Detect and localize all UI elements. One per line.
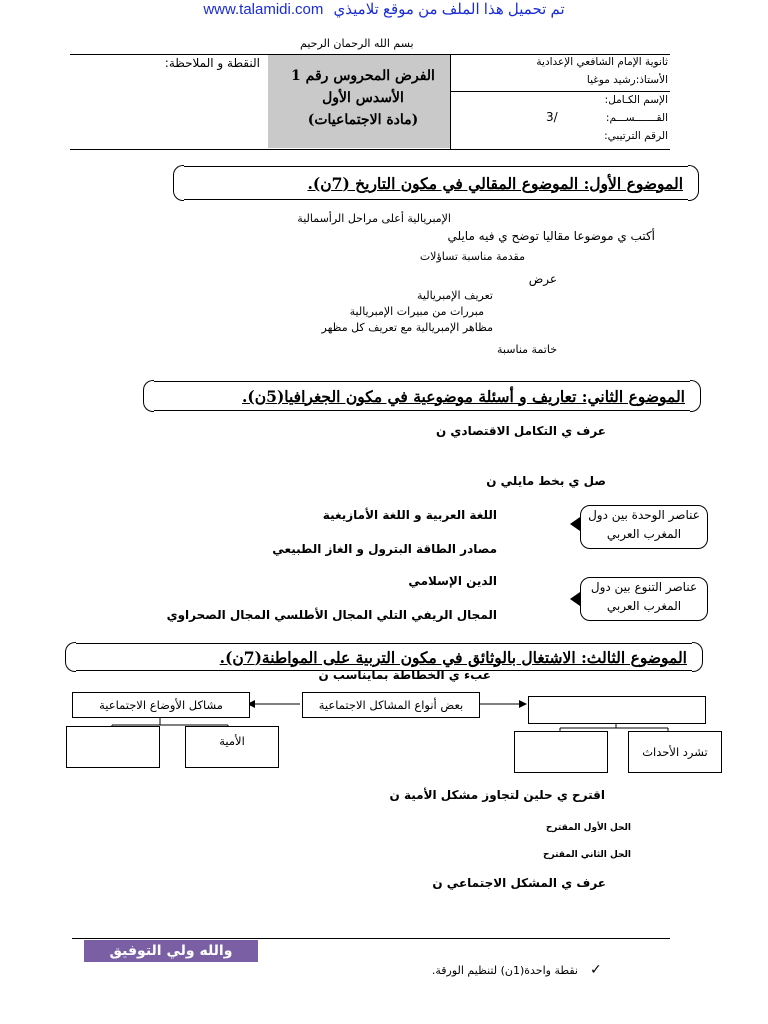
student-name-label: الإسم الكـامل:: [604, 94, 668, 106]
diagram-left-child-left[interactable]: [66, 726, 160, 768]
section2-title: الموضوع الثاني: تعاريف و أسئلة موضوعية في مكون الجغرافيا(5ن).: [242, 386, 685, 406]
callout-diversity: عناصر التنوع بين دول المغرب العربي: [580, 577, 708, 621]
download-banner: [0, 0, 768, 18]
class-label: القـــــــســـم:: [605, 112, 668, 124]
organization-note: نقطة واحدة(1ن) لتنظيم الورقة.: [431, 964, 578, 977]
diagram-center: بعض أنواع المشاكل الاجتماعية: [302, 692, 480, 718]
diagram-left-parent: مشاكل الأوضاع الاجتماعية: [72, 692, 250, 718]
diagram-right-child-right: تشرد الأحداث: [628, 731, 722, 773]
exam-title-line3: (مادة الاجتماعيات): [307, 112, 419, 128]
section2-q2: صل ي بخط مايلي ن: [486, 474, 606, 488]
section3-q-define: عرف ي المشكل الاجتماعي ن: [432, 876, 606, 890]
header-bottom-rule: [70, 149, 670, 150]
basmala: بسم الله الرحمان الرحيم: [300, 37, 414, 50]
section3-cap-left: [65, 642, 76, 672]
solution1-label: الحل الأول المقترح: [545, 823, 631, 833]
section1-intro: مقدمة مناسبة تساؤلات: [419, 250, 525, 263]
section1-cap-left: [173, 165, 184, 201]
site-url-link[interactable]: www.talamidi.com: [203, 1, 324, 18]
match-item: اللغة العربية و اللغة الأمازيغية: [322, 508, 497, 522]
footer-rule: [72, 938, 670, 939]
section2-cap-left: [143, 380, 154, 412]
section1-instruction: أكتب ي موضوعا مقاليا توضح ي فيه مايلي: [447, 229, 655, 243]
match-item: الدين الإسلامي: [408, 574, 497, 588]
section1-conclusion: خاتمة مناسبة: [497, 343, 557, 356]
header-divider-right: [450, 54, 451, 149]
match-item: المجال الريفي التلي المجال الأطلسي المجال الصحراوي: [166, 608, 497, 622]
section3-title: الموضوع الثالث: الاشتغال بالوثائق في مكون التربية على المواطنة(7ن).: [219, 647, 687, 667]
diagram-left-child-right: الأمية: [185, 726, 279, 768]
solution2-label: الحل الثاني المقترح: [543, 850, 631, 860]
section1-point3: مظاهر الإمبريالية مع تعريف كل مظهر: [321, 321, 493, 334]
section2-cap-right: [690, 380, 701, 412]
download-banner-text: تم تحميل هذا الملف من موقع تلاميذي: [333, 1, 565, 18]
exam-title-line2: الأسدس الأول: [322, 90, 404, 106]
class-value: 3/: [546, 110, 558, 124]
section1-topic: الإمبريالية أعلى مراحل الرأسمالية: [297, 212, 451, 225]
header-mid-rule: [450, 91, 670, 92]
grade-label: النقطة و الملاحظة:: [164, 56, 260, 70]
exam-title-line1: الفرض المحروس رقم 1: [291, 68, 435, 84]
school-name: ثانوية الإمام الشافعي الإعدادية: [536, 56, 668, 68]
checkmark-icon: ✓: [590, 962, 602, 978]
section1-point1: تعريف الإمبريالية: [417, 289, 493, 302]
section3-instruction: عبء ي الخطاطة بمايناسب ن: [318, 668, 491, 682]
callout-unity-pointer: [570, 517, 580, 531]
section3-header: [72, 643, 696, 671]
rank-label: الرقم الترتيبي:: [604, 130, 668, 142]
section2-q1: عرف ي التكامل الاقتصادي ن: [436, 424, 606, 438]
section1-body-label: عرض: [528, 272, 557, 286]
callout-unity: عناصر الوحدة بين دول المغرب العربي: [580, 505, 708, 549]
section3-q-suggest: اقترح ي حلين لتجاوز مشكل الأمية ن: [389, 788, 605, 802]
section2-header: [150, 381, 694, 411]
teacher-name: الأستاذ:رشيد موغيا: [586, 74, 668, 86]
section1-title: الموضوع الأول: الموضوع المقالي في مكون التاريخ (7ن).: [307, 173, 683, 193]
callout-diversity-pointer: [570, 592, 580, 606]
match-item: مصادر الطاقة البترول و الغاز الطبيعي: [272, 542, 497, 556]
section1-header: [180, 166, 692, 200]
section3-cap-right: [692, 642, 703, 672]
closing-banner: والله ولي التوفيق: [84, 940, 258, 962]
diagram-right-parent[interactable]: [528, 696, 706, 724]
section1-point2: مبررات من مبيرات الإمبريالية: [349, 305, 484, 318]
section1-cap-right: [688, 165, 699, 201]
diagram-right-child-left[interactable]: [514, 731, 608, 773]
